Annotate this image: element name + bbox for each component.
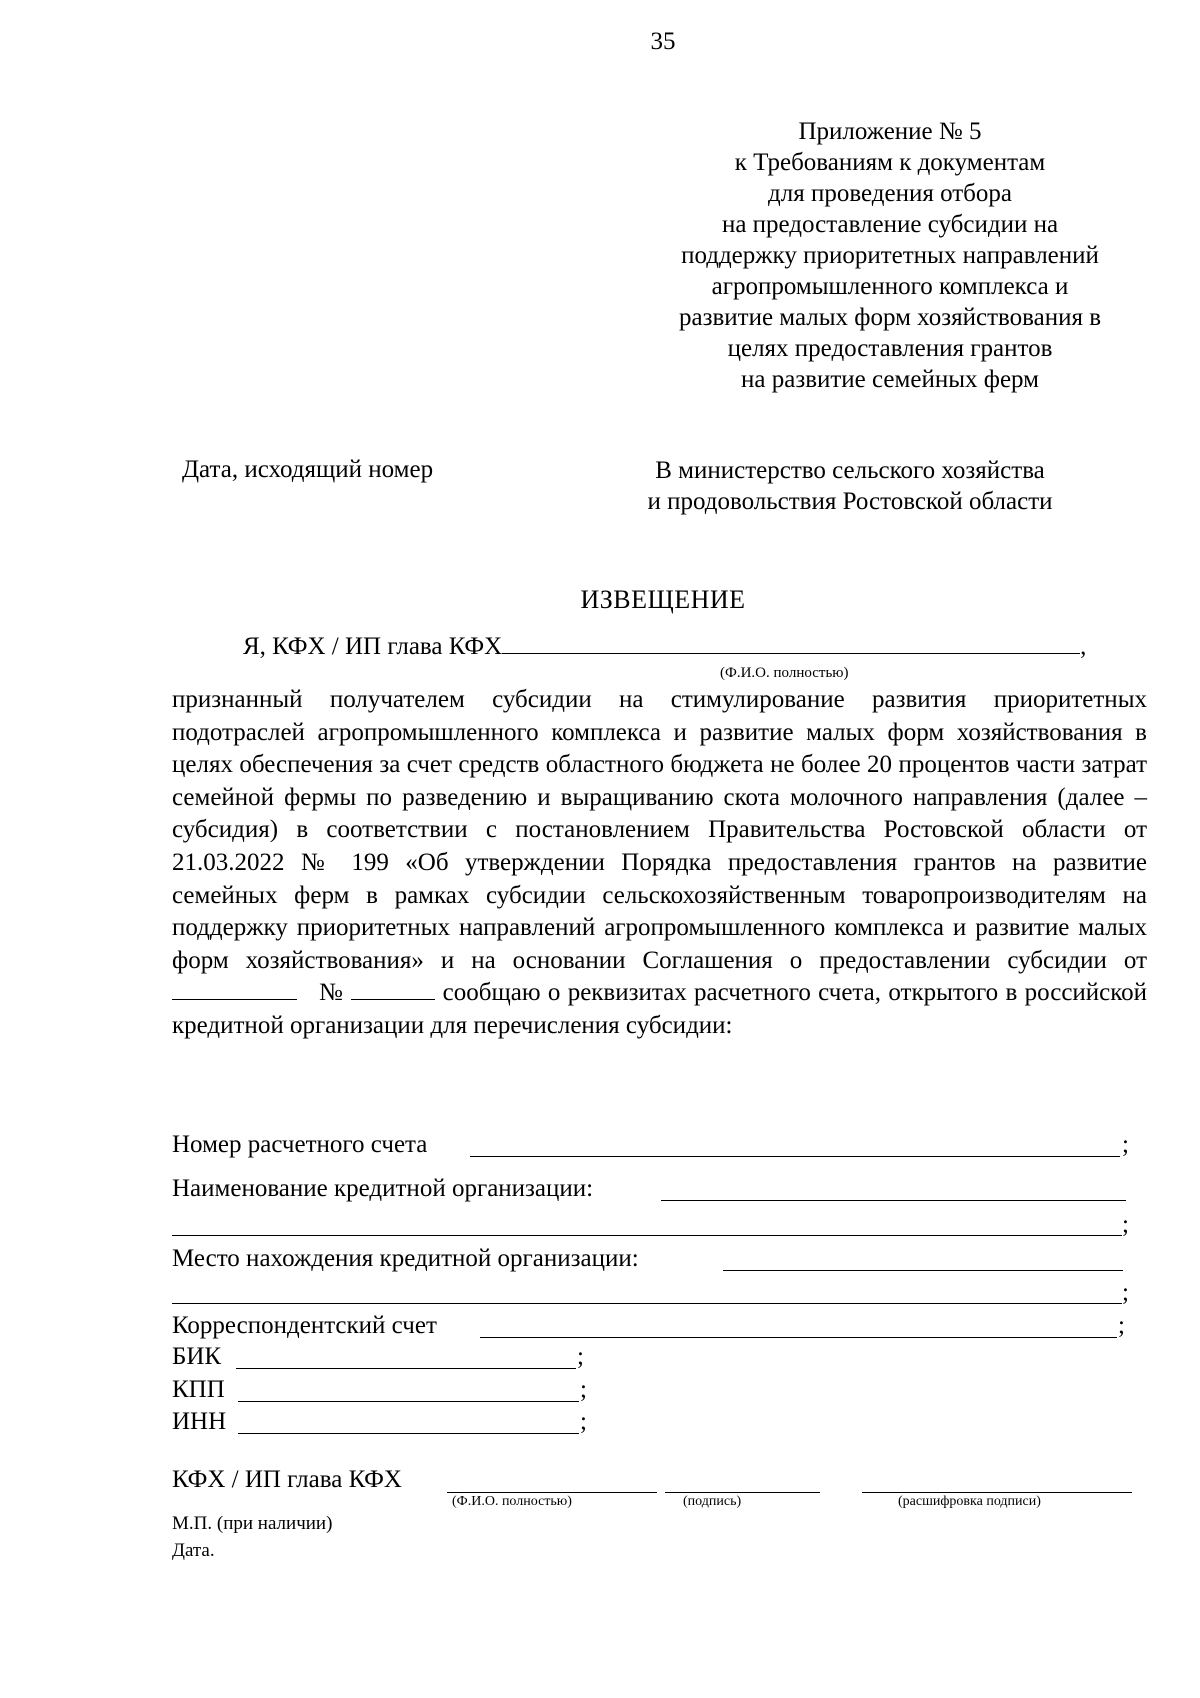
- signature-decode-field[interactable]: [862, 1492, 1132, 1493]
- page-number: 35: [650, 28, 676, 55]
- appendix-line: поддержку приоритетных направлений: [681, 242, 1099, 269]
- declarant-prefix: Я, КФХ / ИП глава КФХ: [243, 633, 503, 660]
- fio-field[interactable]: [502, 631, 1080, 654]
- body-text-part1: признанный получателем субсидии на стимулирование развития приоритетных подотраслей агропромышленного комплекса и развитие малых форм хозяйствования в целях обеспечения за счет средств областного бюджета не более 20 процентов части затрат семейной фермы по разведению и выращиванию скота молочного направления (далее – субсидия) в соответствии с постановлением Правительства Ростовской области от 21.03.2022 № 199 «Об утверждении Порядка предоставления грантов на развитие семейных ферм в рамках субсидии сельскохозяйственным товаропроизводителям на поддержку приоритетных направлений агропромышленного комплекса и развитие малых форм хозяйствования» и на основании Соглашения о предоставлении субсидии от: [172, 686, 1147, 974]
- appendix-line: на развитие семейных ферм: [741, 366, 1039, 393]
- signature-sign-field[interactable]: [665, 1492, 820, 1493]
- appendix-line: для проведения отбора: [768, 180, 1012, 207]
- date-note: Дата.: [172, 1540, 215, 1561]
- appendix-line: к Требованиям к документам: [734, 149, 1046, 176]
- notice-body: [172, 684, 1147, 1043]
- field-terminator: ;: [580, 1408, 587, 1435]
- bik-label: БИК: [172, 1343, 222, 1370]
- field-terminator: ;: [580, 1376, 587, 1403]
- bank-name-label: Наименование кредитной организации:: [172, 1175, 594, 1202]
- appendix-block: [640, 116, 1140, 395]
- agreement-number-field[interactable]: [351, 977, 435, 1000]
- signature-fio-field[interactable]: [447, 1492, 657, 1493]
- addressee-block: [600, 455, 1100, 517]
- fio-caption: (Ф.И.О. полностью): [720, 665, 849, 681]
- field-terminator: ;: [1118, 1312, 1125, 1339]
- number-sign: №: [319, 979, 344, 1007]
- kpp-label: КПП: [172, 1376, 225, 1403]
- bank-location-field-continued[interactable]: [172, 1303, 1122, 1304]
- bank-name-field[interactable]: [661, 1200, 1126, 1201]
- agreement-date-field[interactable]: [172, 977, 297, 1000]
- appendix-line: агропромышленного комплекса и: [711, 273, 1069, 300]
- bank-location-label: Место нахождения кредитной организации:: [172, 1245, 639, 1272]
- kpp-field[interactable]: [238, 1401, 579, 1402]
- declarant-suffix: ,: [1080, 633, 1087, 660]
- appendix-line: на предоставление субсидии на: [721, 211, 1059, 238]
- appendix-line: Приложение № 5: [798, 118, 982, 145]
- account-field[interactable]: [470, 1156, 1120, 1157]
- declarant-line: [243, 631, 1086, 661]
- corr-account-label: Корреспондентский счет: [172, 1312, 437, 1339]
- field-terminator: ;: [1122, 1211, 1129, 1238]
- appendix-line: целях предоставления грантов: [727, 335, 1053, 362]
- field-terminator: ;: [577, 1343, 584, 1370]
- account-label: Номер расчетного счета: [172, 1131, 428, 1158]
- bank-location-field[interactable]: [723, 1270, 1123, 1271]
- stamp-note: М.П. (при наличии): [172, 1513, 333, 1534]
- addressee-line: и продовольствия Ростовской области: [647, 488, 1053, 515]
- bik-field[interactable]: [236, 1368, 576, 1369]
- inn-label: ИНН: [172, 1408, 227, 1435]
- document-title: ИЗВЕЩЕНИЕ: [580, 585, 746, 614]
- bank-name-field-continued[interactable]: [172, 1235, 1122, 1236]
- signature-decode-caption: (расшифровка подписи): [898, 1494, 1041, 1509]
- addressee-line: В министерство сельского хозяйства: [655, 457, 1045, 484]
- corr-account-field[interactable]: [480, 1337, 1117, 1338]
- inn-field[interactable]: [238, 1433, 579, 1434]
- signature-sign-caption: (подпись): [683, 1494, 742, 1509]
- field-terminator: ;: [1122, 1279, 1129, 1306]
- date-label: Дата, исходящий номер: [182, 456, 434, 483]
- field-terminator: ;: [1122, 1131, 1129, 1158]
- body-text-part2: сообщаю о реквизитах расчетного счета, открытого в российской кредитной организации для перечисления субсидии:: [172, 979, 1148, 1039]
- signature-fio-caption: (Ф.И.О. полностью): [452, 1494, 572, 1509]
- signature-label: КФХ / ИП глава КФХ: [172, 1466, 402, 1493]
- appendix-line: развитие малых форм хозяйствования в: [678, 304, 1102, 331]
